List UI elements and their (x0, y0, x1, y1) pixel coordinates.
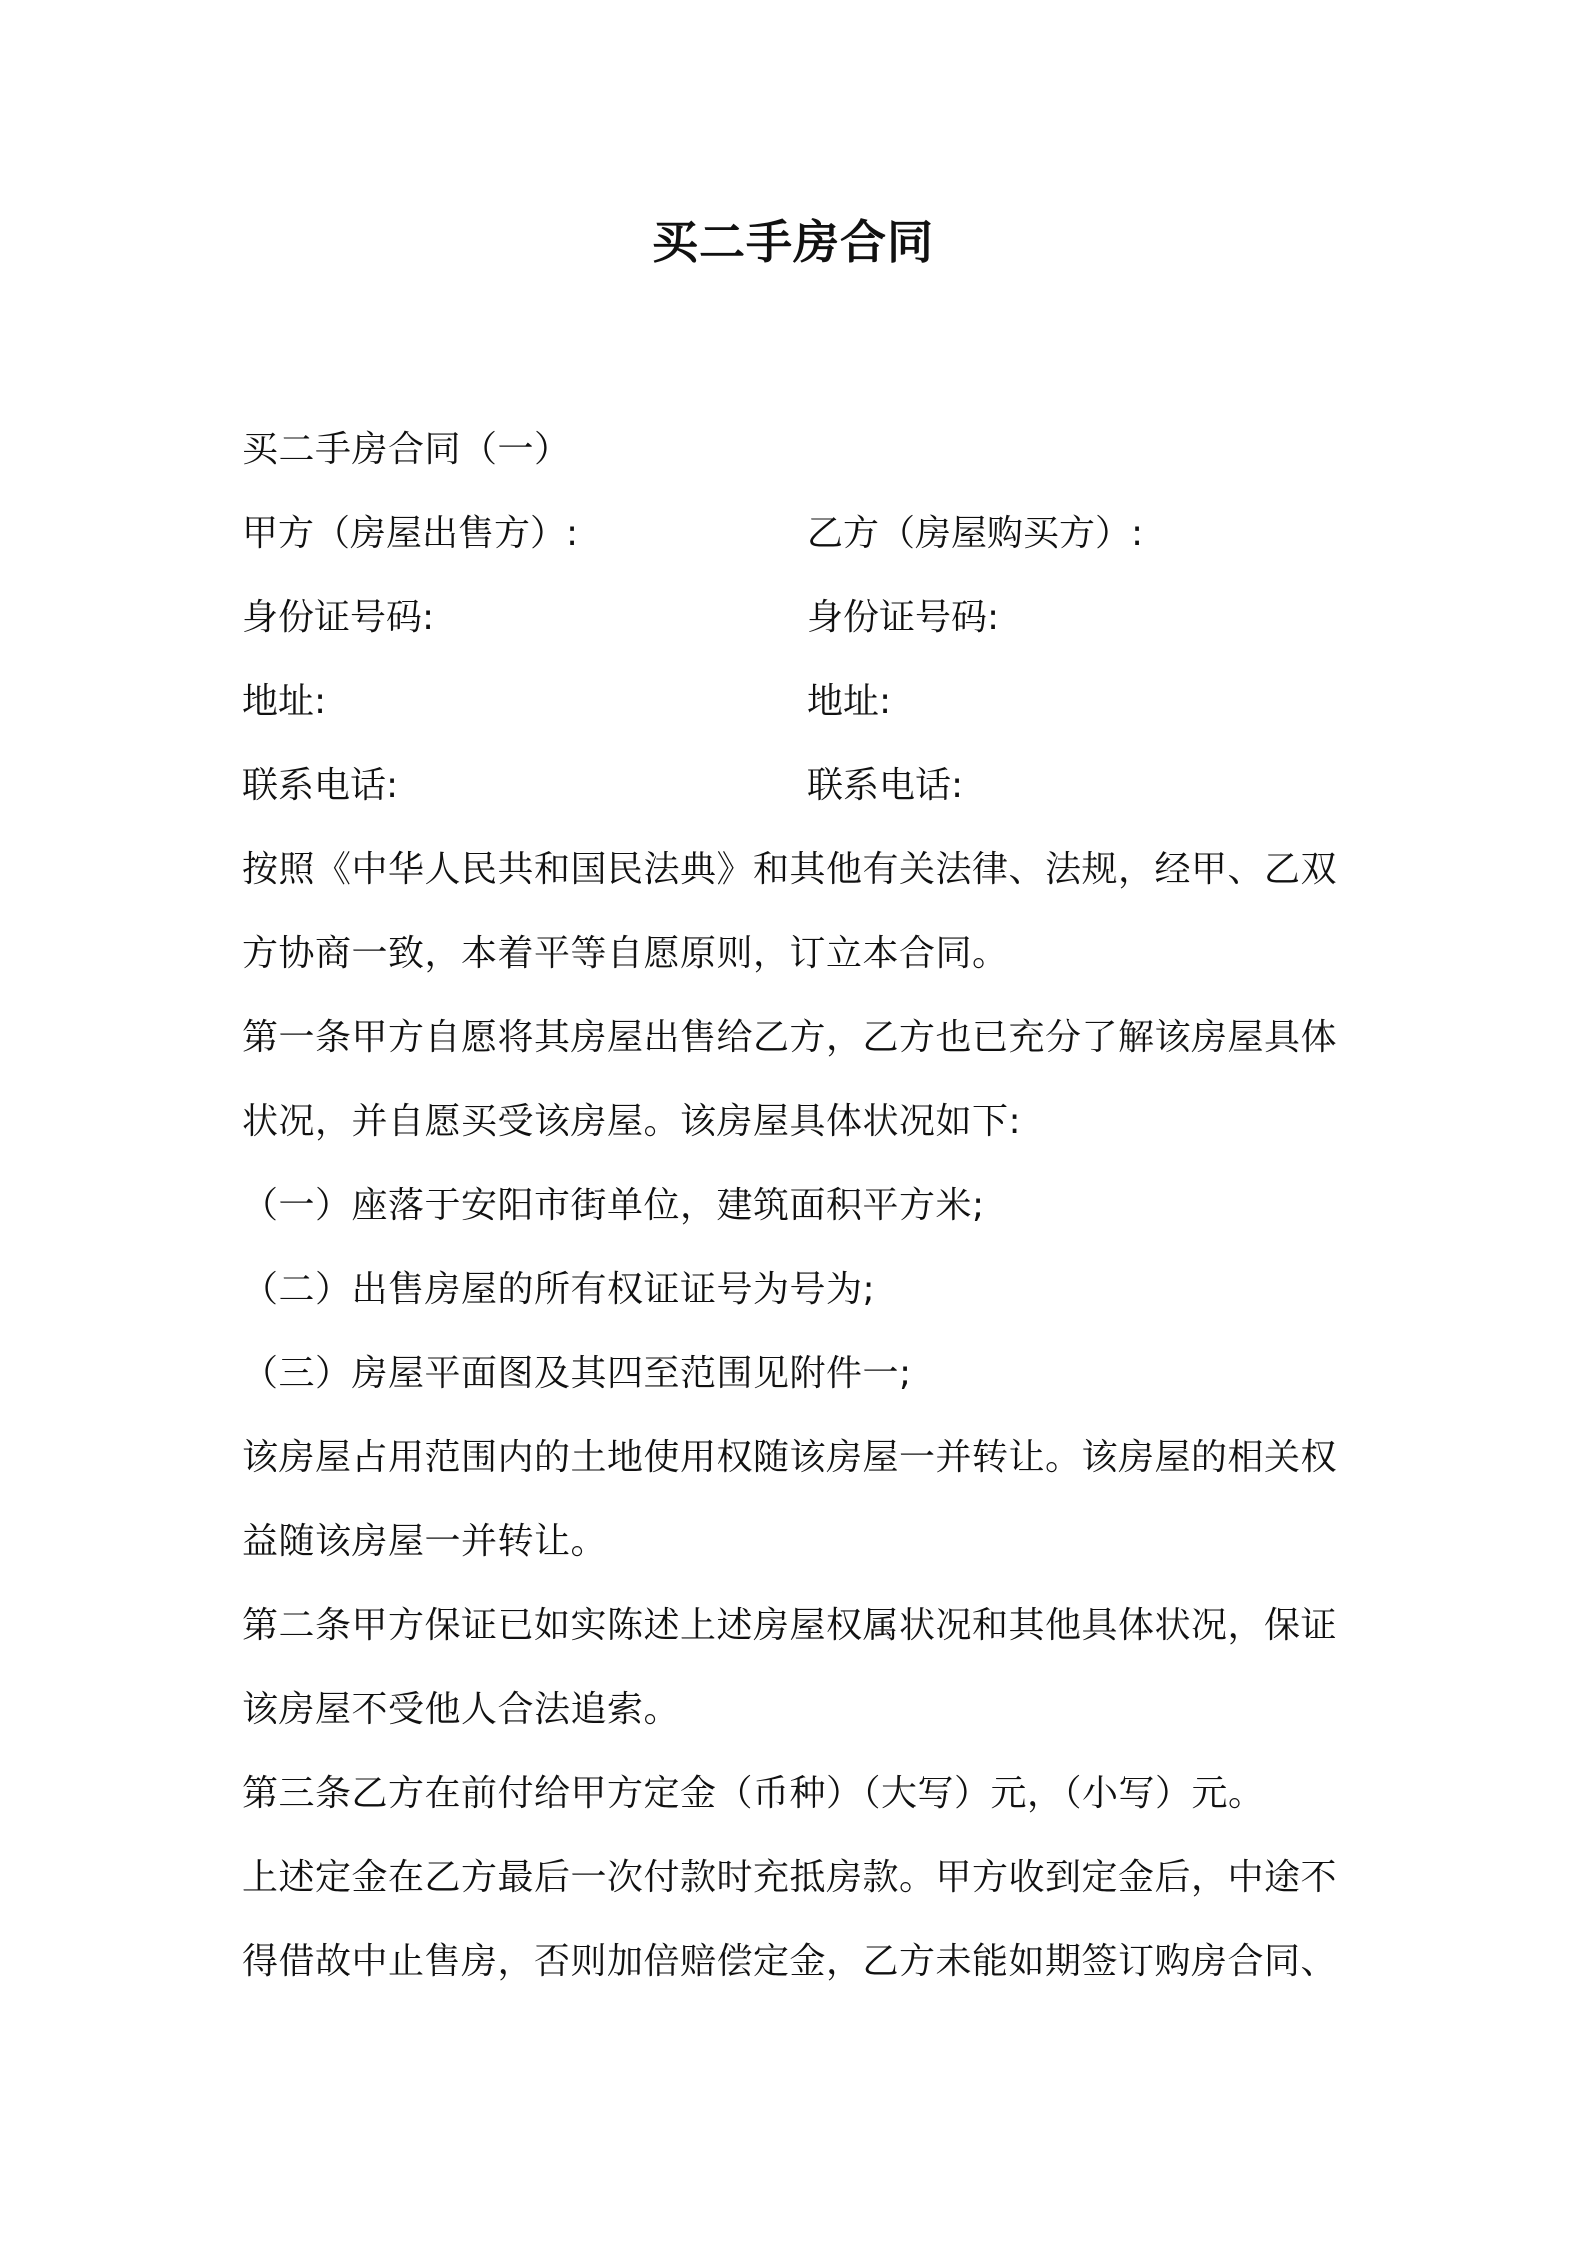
buyer-label: 乙方（房屋购买方）: (807, 513, 1144, 554)
party-row-seller-buyer (242, 492, 1362, 576)
seller-label: 甲方（房屋出售方）: (242, 513, 579, 554)
land-rights-line-2: 益随该房屋一并转让。 (242, 1521, 608, 1562)
article-2-line-1: 第二条甲方保证已如实陈述上述房屋权属状况和其他具体状况，保证 (242, 1605, 1338, 1646)
preamble-line-2: 方协商一致，本着平等自愿原则，订立本合同。 (242, 933, 1009, 974)
preamble-line-1: 按照《中华人民共和国民法典》和其他有关法律、法规，经甲、乙双 (242, 849, 1338, 890)
party-row-address (242, 660, 1362, 744)
buyer-address-label: 地址: (807, 681, 892, 722)
article-2-line-2: 该房屋不受他人合法追索。 (242, 1689, 681, 1730)
article-3-line-1: 第三条乙方在前付给甲方定金（币种）（大写）元，（小写）元。 (242, 1773, 1265, 1814)
deposit-line-1: 上述定金在乙方最后一次付款时充抵房款。甲方收到定金后，中途不 (242, 1857, 1338, 1898)
article-1-line-2: 状况，并自愿买受该房屋。该房屋具体状况如下: (242, 1101, 1022, 1142)
seller-id-number-label: 身份证号码: (242, 597, 435, 638)
seller-phone-label: 联系电话: (242, 765, 399, 806)
article-1-item-1: （一）座落于安阳市街单位，建筑面积平方米; (242, 1185, 985, 1226)
article-1-line-1: 第一条甲方自愿将其房屋出售给乙方，乙方也已充分了解该房屋具体 (242, 1017, 1338, 1058)
party-row-phone (242, 744, 1362, 828)
article-1-item-3: （三）房屋平面图及其四至范围见附件一; (242, 1353, 912, 1394)
buyer-id-number-label: 身份证号码: (807, 597, 1000, 638)
document-title: 买二手房合同 (652, 215, 934, 269)
deposit-line-2: 得借故中止售房，否则加倍赔偿定金，乙方未能如期签订购房合同、 (242, 1941, 1338, 1982)
party-row-id-number (242, 576, 1362, 660)
contract-subtitle: 买二手房合同（一） (242, 429, 571, 470)
document-body (242, 408, 1362, 2004)
article-1-item-2: （二）出售房屋的所有权证证号为号为; (242, 1269, 876, 1310)
seller-address-label: 地址: (242, 681, 327, 722)
land-rights-line-1: 该房屋占用范围内的土地使用权随该房屋一并转让。该房屋的相关权 (242, 1437, 1338, 1478)
buyer-phone-label: 联系电话: (807, 765, 964, 806)
